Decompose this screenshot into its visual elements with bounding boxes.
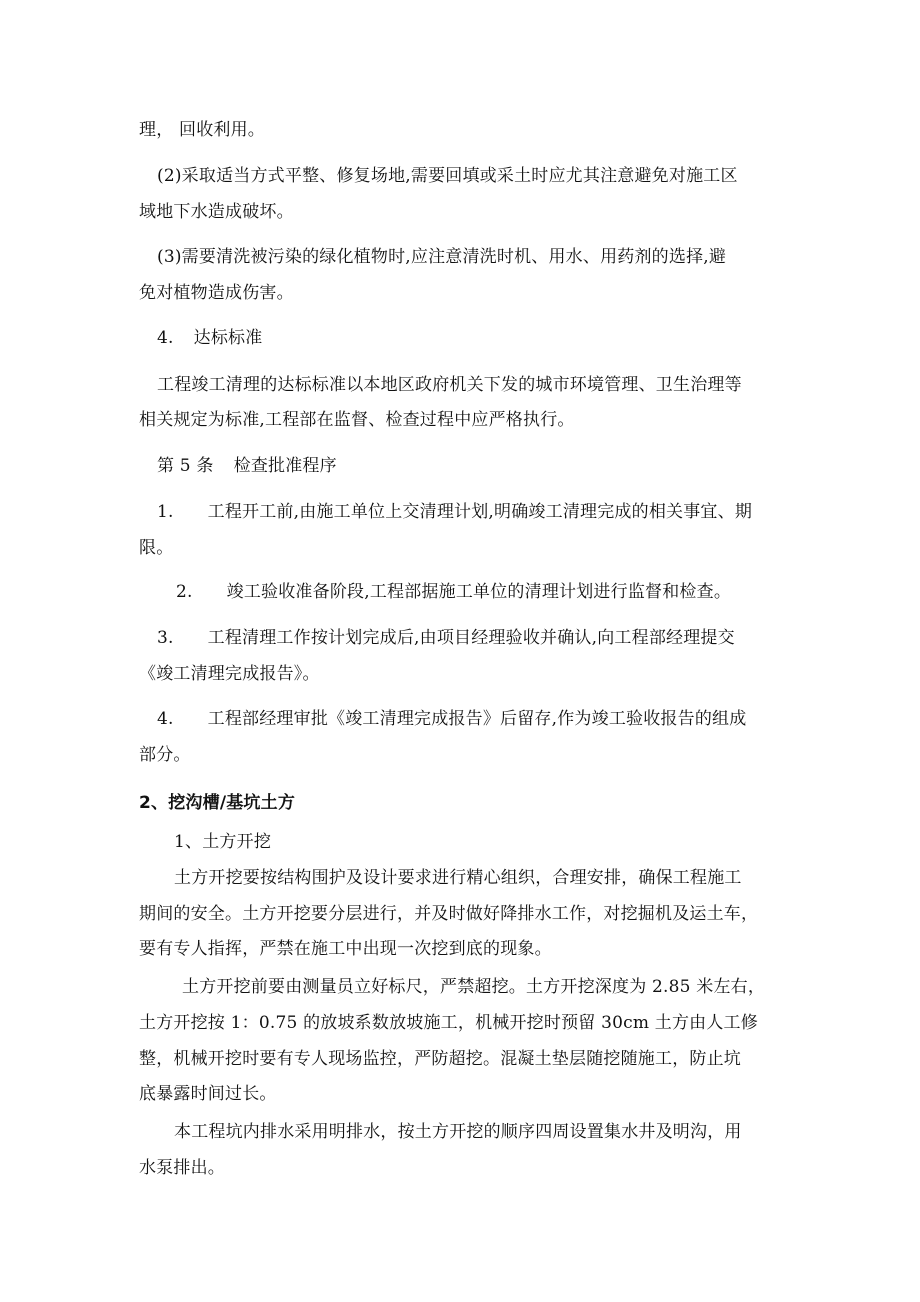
list-item-4 xyxy=(157,327,262,349)
step-text: 工程开工前,由施工单位上交清理计划,明确竣工清理完成的相关事宜、期 xyxy=(207,502,753,522)
subsection-heading: 1、土方开挖 xyxy=(174,832,272,852)
paragraph-line: 相关规定为标准,工程部在监督、检查过程中应严格执行。 xyxy=(139,410,575,430)
paragraph-line: (2)采取适当方式平整、修复场地,需要回填或采土时应尤其注意避免对施工区 xyxy=(157,166,738,186)
step-item-2 xyxy=(176,581,731,603)
paragraph-line: 理， 回收利用。 xyxy=(139,120,266,140)
paragraph-line: 《竣工清理完成报告》。 xyxy=(139,664,320,684)
paragraph-line: 本工程坑内排水采用明排水，按土方开挖的顺序四周设置集水井及明沟，用 xyxy=(174,1122,742,1142)
step-number: 2. xyxy=(176,582,193,602)
section-heading: 2、挖沟槽/基坑土方 xyxy=(139,793,296,813)
paragraph-line: 底暴露时间过长。 xyxy=(139,1084,277,1104)
step-item-1 xyxy=(157,501,752,523)
paragraph-line: 域地下水造成破坏。 xyxy=(139,202,294,222)
step-number: 4. xyxy=(157,709,174,729)
paragraph-line: 水泵排出。 xyxy=(139,1158,225,1178)
paragraph-line: 土方开挖按 1：0.75 的放坡系数放坡施工，机械开挖时预留 30cm 土方由人工修 xyxy=(139,1013,758,1033)
step-number: 1. xyxy=(157,502,174,522)
step-text: 工程部经理审批《竣工清理完成报告》后留存,作为竣工验收报告的组成 xyxy=(207,709,747,729)
step-number: 3. xyxy=(157,628,174,648)
paragraph-line: 工程竣工清理的达标标准以本地区政府机关下发的城市环境管理、卫生治理等 xyxy=(157,375,742,395)
list-title: 达标标准 xyxy=(193,328,263,348)
article-title: 检查批准程序 xyxy=(233,456,337,476)
step-text: 工程清理工作按计划完成后,由项目经理验收并确认,向工程部经理提交 xyxy=(207,628,735,648)
paragraph-line: 期间的安全。土方开挖要分层进行，并及时做好降排水工作，对挖掘机及运土车， xyxy=(139,904,759,924)
paragraph-line: 要有专人指挥，严禁在施工中出现一次挖到底的现象。 xyxy=(139,939,552,959)
paragraph-line: (3)需要清洗被污染的绿化植物时,应注意清洗时机、用水、用药剂的选择,避 xyxy=(157,247,727,267)
paragraph-line: 整，机械开挖时要有专人现场监控，严防超挖。混凝土垫层随挖随施工，防止坑 xyxy=(139,1049,741,1069)
step-item-3 xyxy=(157,627,735,649)
step-item-4 xyxy=(157,708,746,730)
paragraph-line: 免对植物造成伤害。 xyxy=(139,283,294,303)
article-heading xyxy=(157,455,337,477)
paragraph-line: 土方开挖要按结构围护及设计要求进行精心组织，合理安排，确保工程施工 xyxy=(174,868,742,888)
list-number: 4. xyxy=(157,328,174,348)
paragraph-line: 部分。 xyxy=(139,745,191,765)
article-number: 第 5 条 xyxy=(157,456,214,476)
paragraph-line: 土方开挖前要由测量员立好标尺，严禁超挖。土方开挖深度为 2.85 米左右， xyxy=(182,977,766,997)
step-text: 竣工验收准备阶段,工程部据施工单位的清理计划进行监督和检查。 xyxy=(226,582,732,602)
paragraph-line: 限。 xyxy=(139,538,174,558)
